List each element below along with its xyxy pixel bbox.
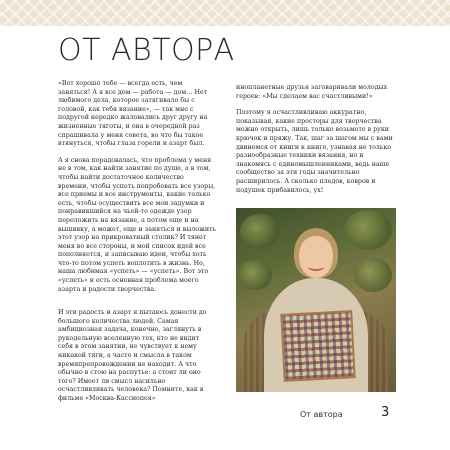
- paragraph: «Вот хорошо тебе — всегда есть, чем заняться! А я все дом — работа — дом… Нет любимого дела, которое затягивало бы с головой, как тебя вязание», — так мне с подругой нередко жаловались друг другу на жизненные тяготы, и она в очередной раз спрашивала у меня совета, во что бы такое втянуться, чтобы глаза горели и азарт был.: [58, 80, 208, 148]
- right-text-column: [236, 84, 396, 203]
- left-text-column-bottom: [58, 309, 216, 412]
- paragraph: А я снова порадовалась, что проблема у меня не в том, как найти занятие по душе, а в том, чтобы найти достаточное количество времени, чтобы успеть попробовать все узоры, все приемы и все инструменты, какие только есть, чтобы осуществить все мои задумки и понравившийся на чьей-то одежде узор переложить на вязание, а потом еще и на вышивку, а может, еще и заняться и выложить этот узор на прикроватный столик? И тянет меня во все стороны, и мой список идей все пополняется, и записываю идеи, чтобы хоть что-то потом успеть воплотить в жизнь. Но, наша любимая «успеть» — «успеть». Вот это «успеть» и есть основная проблема моего азарта и радости творчества.: [58, 156, 216, 293]
- author-photo: [236, 208, 396, 392]
- paragraph: И эти радость и азарт я пытаюсь донести до большого количества людей. Самая амбициозная задача, конечно, заглянуть в рукодельную вселенную тех, кто не видит себя в этом занятии, не чувствует к нему никакой тяги, а часто и смысла в таком времяпрепровождении не находит. А что обычно в стою на распутье: а стоит ли оно того? Имеет ли смысл насильно осчастливливать человека? Помните, как в фильме «Москва-Кассиопея»: [58, 309, 207, 402]
- footer-section-label: От автора: [300, 410, 343, 419]
- decorative-ornament-band: [0, 0, 450, 26]
- paragraph: Поэтому я осчастливливаю аккуратно, показывая, какие просторы для творчества можно открыть, лишь только возьмете в руки крючок и пряжу. Так, шаг за шагом мы с вами двинемся от книги к книге, узнавая не только разнообразные техники вязания, но и знакомясь с единомышленниками, ведь наше сообщество за эти годы значительно расширилось. А сколько пледов, ковров и подушек прибавилось, ух!: [236, 109, 393, 194]
- paragraph: инопланетные друзья заговаривали молодых героев: «Мы сделаем вас счастливыми!»: [236, 84, 388, 100]
- left-text-column: [58, 80, 216, 302]
- page-number: 3: [381, 405, 390, 420]
- page-title: ОТ АВТОРА: [58, 33, 235, 68]
- knitted-pillow: [280, 310, 355, 382]
